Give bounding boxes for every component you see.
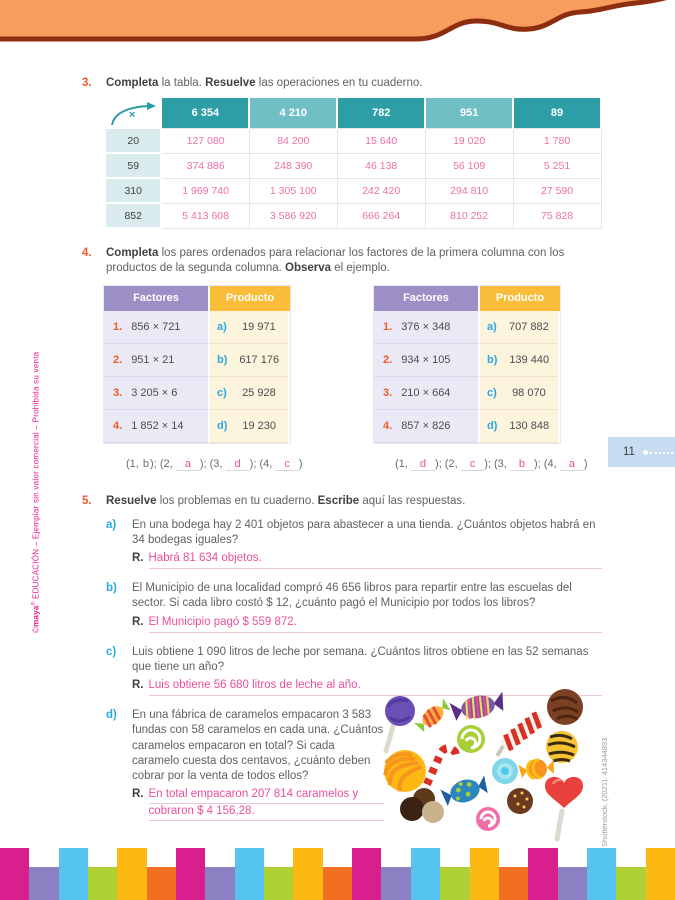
factores-header: Factores <box>374 286 478 311</box>
page-number: 11 <box>623 446 635 458</box>
problem-question: Luis obtiene 1 090 litros de leche por semana. ¿Cuántos litros obtiene en las 52 semanas que tiene un año? <box>132 645 589 673</box>
footer-bar <box>235 848 264 900</box>
exercise5-heading <box>82 494 602 509</box>
factors-value: 951 × 21 <box>131 353 175 366</box>
page-number-badge <box>608 437 675 467</box>
column-header: 4 210 <box>249 98 337 128</box>
pair-close: ); <box>199 457 210 470</box>
orange-striped-candy-icon <box>413 698 452 735</box>
factors-value: 857 × 826 <box>401 419 451 432</box>
pair-answer-letter: d <box>411 458 435 471</box>
purple-lollipop-icon <box>385 696 415 751</box>
multiplication-table <box>104 98 602 229</box>
problem-question: En una bodega hay 2 401 objetos para abastecer a una tienda. ¿Cuántos objetos habrá en 34 bodegas iguales? <box>132 518 596 546</box>
instruction-bold: Escribe <box>317 494 360 507</box>
table-row <box>104 311 290 344</box>
pair-open: (3, <box>494 457 510 470</box>
response-label: R. <box>132 679 144 692</box>
ordered-pair <box>494 458 544 471</box>
problem-body <box>132 708 384 821</box>
footer-bar <box>440 867 469 900</box>
row-number: 4. <box>383 419 393 432</box>
exercise3-instruction <box>106 76 422 91</box>
cyan-candy-icon <box>492 758 518 784</box>
factores-producto-table-right <box>374 286 560 443</box>
table-row <box>105 178 601 203</box>
column-header: 951 <box>425 98 513 128</box>
option-letter: b) <box>217 353 228 366</box>
pink-swirl-candy-icon <box>476 807 500 831</box>
product-cell: 15 640 <box>337 128 425 153</box>
response-answer-lines <box>149 787 385 821</box>
producto-header: Producto <box>208 286 290 311</box>
table-row <box>374 344 560 377</box>
option-letter: a) <box>217 320 227 333</box>
row-label-cell: 59 <box>105 153 161 178</box>
problem-response-line <box>132 615 602 633</box>
ordered-pair <box>126 458 160 470</box>
table-header-row <box>105 98 601 128</box>
row-label-cell: 310 <box>105 178 161 203</box>
product-cell: 3 586 920 <box>249 203 337 228</box>
problem-question: El Municipio de una localidad compró 46 656 libros para repartir entre las escuelas del sector. Si cada libro costó $ 12, ¿cuánto pagó el Municipio por todos los libros? <box>132 582 572 610</box>
factores-header: Factores <box>104 286 208 311</box>
problem-body <box>132 518 602 570</box>
product-cell: 75 828 <box>513 203 601 228</box>
option-letter: d) <box>217 419 228 432</box>
product-cell: 5 251 <box>513 153 601 178</box>
footer-bar <box>0 848 29 900</box>
footer-bar <box>147 867 176 900</box>
factores-cell <box>374 311 478 344</box>
table-row <box>105 203 601 228</box>
photo-attribution: Shutterstock. (2021). 414344893 <box>600 737 609 847</box>
footer-bar <box>528 848 557 900</box>
row-number: 1. <box>383 320 393 333</box>
table-corner-cell <box>105 98 161 128</box>
factors-value: 934 × 105 <box>401 353 451 366</box>
pair-close: ); <box>484 457 494 470</box>
exercise5-instruction <box>106 494 465 509</box>
producto-cell <box>208 311 288 344</box>
pair-answer-letter: d <box>226 458 250 471</box>
table-row <box>374 377 560 410</box>
exercise5-number: 5. <box>82 494 92 507</box>
problem-letter: d) <box>106 709 117 722</box>
candy-cane-icon <box>427 745 457 789</box>
exercise3-heading <box>82 76 602 91</box>
option-letter: c) <box>487 386 497 399</box>
factores-cell <box>374 344 478 377</box>
footer-bar <box>117 848 146 900</box>
row-number: 2. <box>383 353 393 366</box>
instruction-bold: Resuelve <box>106 494 157 507</box>
dot-icon <box>643 450 648 455</box>
footer-bar <box>499 867 528 900</box>
product-value: 19 230 <box>242 419 277 432</box>
table-header-row <box>374 286 560 311</box>
pair-answer-letter: c <box>461 458 485 471</box>
row-label-cell: 20 <box>105 128 161 153</box>
instruction-bold: Resuelve <box>205 77 256 89</box>
sprinkle-truffle-icon <box>507 788 533 814</box>
copyright-text: EDUCACIÓN – Ejemplar sin valor comercial – Prohibida su venta <box>31 351 41 602</box>
instruction-text: las operaciones en tu cuaderno. <box>255 77 423 89</box>
exercise4-number: 4. <box>82 247 92 260</box>
chocolate-truffle-icon <box>547 689 583 725</box>
green-swirl-candy-icon <box>457 725 485 753</box>
pair-close: ) <box>298 457 303 470</box>
footer-bar <box>323 867 352 900</box>
ordered-pair <box>544 458 588 471</box>
pair-open: (4, <box>543 457 560 470</box>
pair-open: (3, <box>209 457 226 470</box>
problem-response-line <box>132 787 384 821</box>
pair-close: ); <box>435 457 445 470</box>
response-label: R. <box>132 552 144 565</box>
instruction-text: la tabla. <box>158 77 206 89</box>
product-value: 25 928 <box>242 386 276 399</box>
row-number: 1. <box>113 320 123 333</box>
top-banner-wave <box>0 0 675 60</box>
dotted-line <box>650 451 673 454</box>
chocolate-candies-icon <box>400 788 444 823</box>
row-number: 3. <box>383 386 393 399</box>
brand-logo: maya <box>31 605 41 627</box>
footer-bar <box>264 867 293 900</box>
producto-cell <box>208 410 288 443</box>
footer-bar <box>616 867 645 900</box>
product-cell: 27 590 <box>513 178 601 203</box>
column-header: 89 <box>513 98 601 128</box>
problem-response-line <box>132 551 602 569</box>
response-label: R. <box>132 615 144 628</box>
product-cell: 294 810 <box>425 178 513 203</box>
producto-cell <box>478 344 558 377</box>
purple-wrapped-candy-icon <box>449 691 506 724</box>
option-letter: b) <box>487 353 498 366</box>
product-cell: 1 780 <box>513 128 601 153</box>
product-cell: 242 420 <box>337 178 425 203</box>
instruction-bold: Completa <box>106 247 159 260</box>
footer-bar <box>176 848 205 900</box>
producto-header: Producto <box>478 286 560 311</box>
footer-bar <box>205 867 234 900</box>
pair-answer-letter: c <box>275 458 299 471</box>
instruction-bold: Observa <box>285 262 332 275</box>
pair-open: (4, <box>259 457 276 470</box>
ordered-pair <box>259 458 302 471</box>
multiply-symbol: × <box>129 109 136 122</box>
instruction-text: el ejemplo. <box>331 262 390 275</box>
response-answer: Habrá 81 634 objetos. <box>149 551 603 569</box>
option-letter: a) <box>487 320 497 333</box>
pair-answer-letter: b <box>142 457 150 470</box>
option-letter: d) <box>487 419 498 432</box>
instruction-text: los pares ordenados para relacionar los factores de la primera columna con los productos de la segunda columna. <box>106 247 565 275</box>
product-value: 98 070 <box>512 386 546 399</box>
factores-producto-table-left <box>104 286 290 443</box>
product-value: 139 440 <box>509 353 550 366</box>
table-row <box>104 344 290 377</box>
producto-cell <box>478 377 558 410</box>
footer-bar <box>59 848 88 900</box>
table-row <box>105 128 601 153</box>
ordered-pair <box>445 458 494 471</box>
factors-value: 210 × 664 <box>401 386 451 399</box>
product-cell: 374 886 <box>161 153 249 178</box>
pair-answer-letter: a <box>560 458 584 471</box>
product-value: 19 971 <box>242 320 276 333</box>
product-value: 617 176 <box>239 353 280 366</box>
pair-answer-letter: a <box>176 458 200 471</box>
producto-cell <box>208 377 288 410</box>
factores-cell <box>104 344 208 377</box>
row-number: 3. <box>113 386 123 399</box>
footer-bars <box>0 845 675 900</box>
factors-value: 3 205 × 6 <box>131 386 178 399</box>
response-label: R. <box>132 788 144 801</box>
factores-cell <box>374 377 478 410</box>
ordered-pairs-answers <box>104 458 602 470</box>
heart-lollipop-icon <box>545 777 583 839</box>
problem-body <box>132 581 602 633</box>
ordered-pair <box>210 458 260 471</box>
column-header: 6 354 <box>161 98 249 128</box>
factores-cell <box>104 377 208 410</box>
response-answer: El Municipio pagó $ 559 872. <box>149 615 603 633</box>
row-number: 2. <box>113 353 123 366</box>
product-cell: 666 264 <box>337 203 425 228</box>
footer-bar <box>352 848 381 900</box>
footer-bar <box>470 848 499 900</box>
product-cell: 127 080 <box>161 128 249 153</box>
producto-cell <box>208 344 288 377</box>
factors-value: 376 × 348 <box>401 320 451 333</box>
product-value: 707 882 <box>509 320 549 333</box>
table-header-row <box>104 286 290 311</box>
table-row <box>374 410 560 443</box>
pair-open: (2, <box>444 457 461 470</box>
option-letter: c) <box>217 386 227 399</box>
response-answer: En total empacaron 207 814 caramelos y <box>149 787 385 804</box>
candy-illustration <box>372 683 604 851</box>
product-cell: 810 252 <box>425 203 513 228</box>
factors-value: 856 × 721 <box>131 320 181 333</box>
table-row <box>104 410 290 443</box>
pair-close: ); <box>150 457 160 470</box>
pair-answer-letter: b <box>510 458 534 471</box>
instruction-bold: Completa <box>106 77 159 89</box>
footer-bar <box>587 848 616 900</box>
ordered-pairs-left <box>126 458 395 470</box>
product-cell: 46 138 <box>337 153 425 178</box>
product-cell: 84 200 <box>249 128 337 153</box>
blue-wrapped-candy-icon <box>440 773 491 808</box>
footer-bar <box>293 848 322 900</box>
product-cell: 19 020 <box>425 128 513 153</box>
pair-open: (1, <box>126 457 142 470</box>
exercise4-heading <box>82 246 602 276</box>
column-header: 782 <box>337 98 425 128</box>
footer-bar <box>411 848 440 900</box>
footer-bar <box>646 848 675 900</box>
product-cell: 248 390 <box>249 153 337 178</box>
producto-cell <box>478 311 558 344</box>
problem-letter: a) <box>106 518 117 531</box>
orange-swirl-candy-icon <box>384 750 426 792</box>
factors-value: 1 852 × 14 <box>131 419 184 432</box>
problem-letter: c) <box>106 645 117 658</box>
pair-open: (1, <box>395 457 411 470</box>
product-cell: 1 305 100 <box>249 178 337 203</box>
word-problem <box>106 581 602 633</box>
ordered-pair <box>160 458 210 471</box>
product-cell: 56 109 <box>425 153 513 178</box>
producto-cell <box>478 410 558 443</box>
table-row <box>105 153 601 178</box>
red-striped-stick-candy-icon <box>491 711 546 759</box>
pair-close: ) <box>583 457 588 470</box>
footer-bar <box>381 867 410 900</box>
response-answer: Luis obtiene 56 680 litros de leche al año. <box>149 678 603 696</box>
matching-tables <box>104 286 602 443</box>
registered-mark: ® <box>31 601 37 606</box>
product-cell: 1 969 740 <box>161 178 249 203</box>
exercise3-number: 3. <box>82 77 92 89</box>
product-value: 130 848 <box>509 419 550 432</box>
footer-bar <box>29 867 58 900</box>
response-answer: cobraron $ 4 156,28. <box>149 804 385 821</box>
footer-bar <box>558 867 587 900</box>
exercise4-instruction <box>106 246 602 276</box>
pair-close: ); <box>534 457 544 470</box>
yellow-striped-candy-icon <box>546 731 578 763</box>
table-row <box>374 311 560 344</box>
footer-bar <box>88 867 117 900</box>
factores-cell <box>374 410 478 443</box>
pair-close: ); <box>249 457 260 470</box>
problem-letter: b) <box>106 582 117 595</box>
word-problem <box>106 518 602 570</box>
table-row <box>104 377 290 410</box>
ordered-pair <box>395 458 445 471</box>
copyright-vertical-text <box>31 352 41 633</box>
row-number: 4. <box>113 419 123 432</box>
pair-open: (2, <box>159 457 176 470</box>
ordered-pairs-right <box>395 458 588 470</box>
copyright-symbol: © <box>31 626 41 633</box>
problem-question: En una fábrica de caramelos empacaron 3 583 fundas con 58 caramelos en cada una. ¿Cuántos caramelos empacaron en total? Si cada caramelo cuesta dos centavos, ¿cuánto deben cobrar por la venta de todos ellos? <box>132 709 384 782</box>
product-cell: 5 413 608 <box>161 203 249 228</box>
instruction-text: aquí las respuestas. <box>359 494 466 507</box>
factores-cell <box>104 410 208 443</box>
instruction-text: los problemas en tu cuaderno. <box>156 494 318 507</box>
factores-cell <box>104 311 208 344</box>
row-label-cell: 852 <box>105 203 161 228</box>
